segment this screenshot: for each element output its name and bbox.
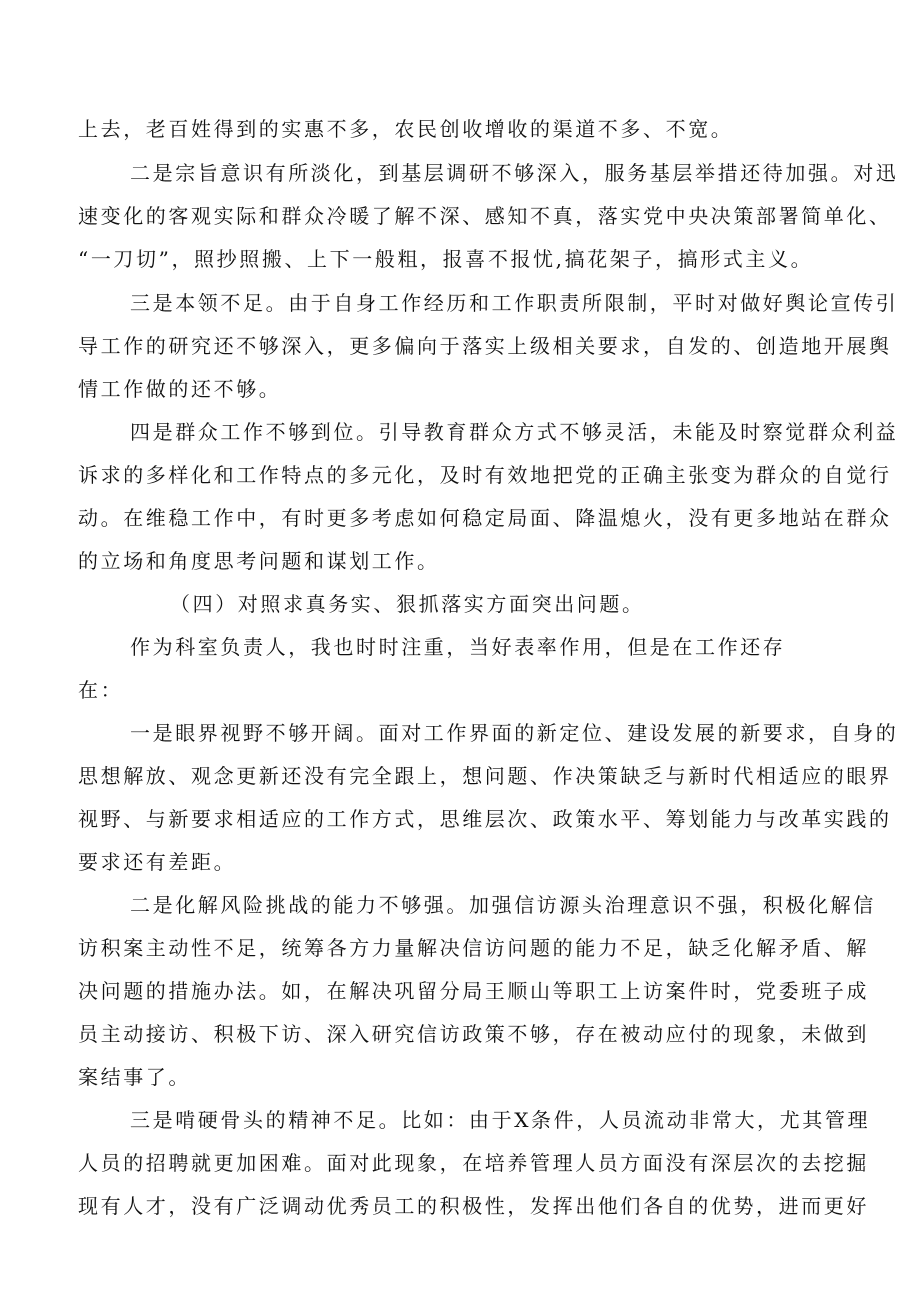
text-line: 思想解放、观念更新还没有完全跟上，想问题、作决策缺乏与新时代相适应的眼界 bbox=[78, 764, 892, 788]
text-line: 访积案主动性不足，统筹各方力量解决信访问题的能力不足，缺乏化解矛盾、解 bbox=[78, 936, 869, 960]
text-line: 作为科室负责人，我也时时注重，当好表率作用，但是在工作还存 bbox=[130, 635, 786, 659]
text-line: 四是群众工作不够到位。引导教育群众方式不够灵活，未能及时察觉群众利益 bbox=[130, 420, 899, 444]
text-line: 现有人才，没有广泛调动优秀员工的积极性，发挥出他们各自的优势，进而更好 bbox=[78, 1194, 869, 1218]
text-line: 的立场和角度思考问题和谋划工作。 bbox=[78, 549, 440, 573]
text-line: 二是化解风险挑战的能力不够强。加强信访源头治理意识不强，积极化解信 bbox=[130, 893, 876, 917]
text-line: 人员的招聘就更加困难。面对此现象，在培养管理人员方面没有深层次的去挖掘 bbox=[78, 1151, 869, 1175]
text-line: 三是本领不足。由于自身工作经历和工作职责所限制，平时对做好舆论宣传引 bbox=[130, 291, 899, 315]
text-line: 在： bbox=[78, 678, 124, 702]
text-line: 动。在维稳工作中，有时更多考虑如何稳定局面、降温熄火，没有更多地站在群众 bbox=[78, 506, 892, 530]
text-line: 视野、与新要求相适应的工作方式，思维层次、政策水平、筹划能力与改革实践的 bbox=[78, 807, 892, 831]
text-line: 案结事了。 bbox=[78, 1065, 191, 1089]
text-line: 一是眼界视野不够开阔。面对工作界面的新定位、建设发展的新要求，自身的 bbox=[130, 721, 899, 745]
text-line: 导工作的研究还不够深入，更多偏向于落实上级相关要求，自发的、创造地开展舆 bbox=[78, 334, 892, 358]
text-line: 情工作做的还不够。 bbox=[78, 377, 282, 401]
text-line: 上去，老百姓得到的实惠不多，农民创收增收的渠道不多、不宽。 bbox=[78, 117, 734, 141]
text-line: 二是宗旨意识有所淡化，到基层调研不够深入，服务基层举措还待加强。对迅 bbox=[130, 161, 899, 185]
text-line: 决问题的措施办法。如，在解决巩留分局王顺山等职工上访案件时，党委班子成 bbox=[78, 979, 869, 1003]
text-line: “一刀切”，照抄照搬、上下一般粗，报喜不报忧,搞花架子，搞形式主义。 bbox=[78, 247, 814, 271]
text-line: 诉求的多样化和工作特点的多元化，及时有效地把党的正确主张变为群众的自觉行 bbox=[78, 463, 892, 487]
section-heading: （四）对照求真务实、狠抓落实方面突出问题。 bbox=[170, 592, 645, 616]
text-line: 员主动接访、积极下访、深入研究信访政策不够，存在被动应付的现象，未做到 bbox=[78, 1022, 869, 1046]
text-line: 要求还有差距。 bbox=[78, 850, 237, 874]
text-line: 速变化的客观实际和群众冷暖了解不深、感知不真，落实党中央决策部署简单化、 bbox=[78, 204, 892, 228]
text-line: 三是啃硬骨头的精神不足。比如：由于X条件，人员流动非常大，尤其管理 bbox=[130, 1108, 871, 1132]
